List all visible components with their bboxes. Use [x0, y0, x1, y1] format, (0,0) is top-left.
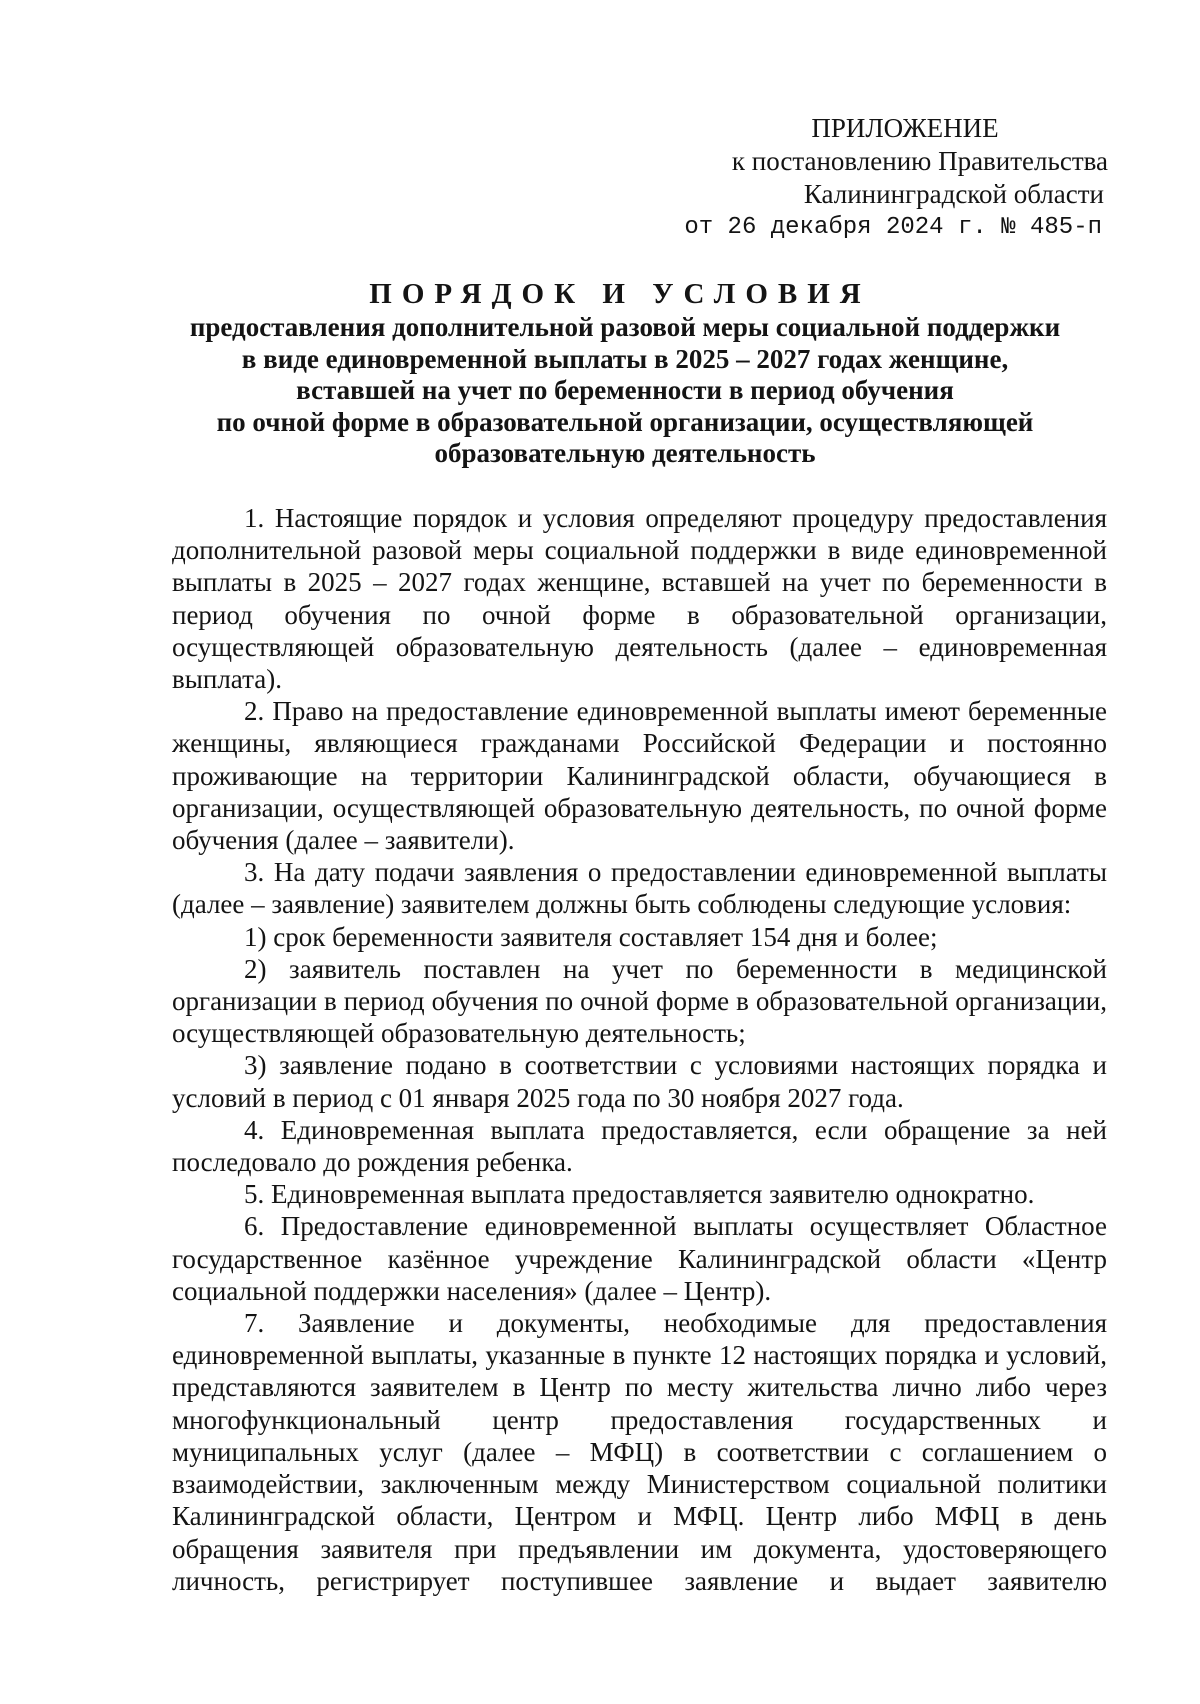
paragraph-4: 4. Единовременная выплата предоставляется, если обращение за ней последовало до рождения ребенка. — [172, 1114, 1107, 1178]
paragraph-3: 3. На дату подачи заявления о предоставлении единовременной выплаты (далее – заявление) заявителем должны быть соблюдены следующие условия: — [172, 857, 1107, 920]
document-body — [172, 502, 1107, 1597]
document-title: ПОРЯДОК И УСЛОВИЯ — [369, 278, 871, 310]
paragraph-3-item-2: 2) заявитель поставлен на учет по беременности в медицинской организации в период обучения по очной форме в образовательной организации, осуществляющей образовательную деятельность; — [172, 953, 1107, 1049]
appendix-title: ПРИЛОЖЕНИЕ — [811, 113, 999, 143]
appendix-header — [680, 112, 1120, 244]
paragraph-7: 7. Заявление и документы, необходимые для предоставления единовременной выплаты, указанные в пункте 12 настоящих порядка и условий, представляются заявителем в Центр по месту жительства лично либо через многофункциональный центр предоставления государственных и муниципальных услуг (далее – МФЦ) в соответствии с соглашением о взаимодействии, заключенным между Министерством социальной политики Калининградской области, Центром и МФЦ. Центр либо МФЦ в день обращения заявителя при предъявлении им документа, удостоверяющего личность, регистрирует поступившее заявление и выдает заявителю — [172, 1308, 1107, 1596]
appendix-reference: к постановлению Правительства — [731, 146, 1108, 176]
paragraph-5: 5. Единовременная выплата предоставляется заявителю однократно. — [244, 1179, 1035, 1210]
subtitle-line: предоставления дополнительной разовой меры социальной поддержки — [189, 312, 1061, 342]
subtitle-line: вставшей на учет по беременности в период обучения — [296, 375, 954, 405]
appendix-region: Калининградской области — [803, 179, 1104, 209]
paragraph-6: 6. Предоставление единовременной выплаты осуществляет Областное государственное казённое учреждение Калининградской области «Центр социальной поддержки населения» (далее – Центр). — [172, 1211, 1107, 1306]
paragraph-2: 2. Право на предоставление единовременной выплаты имеют беременные женщины, являющиеся гражданами Российской Федерации и постоянно проживающие на территории Калининградской области, обучающиеся в организации, осуществляющей образовательную деятельность, по очной форме обучения (далее – заявители). — [172, 696, 1107, 856]
subtitle-line: образовательную деятельность — [434, 438, 816, 468]
paragraph-3-item-1: 1) срок беременности заявителя составляет 154 дня и более; — [244, 921, 938, 952]
subtitle-line: по очной форме в образовательной организации, осуществляющей — [216, 406, 1034, 437]
document-subtitle — [150, 312, 1100, 470]
paragraph-3-item-3: 3) заявление подано в соответствии с условиями настоящих порядка и условий в период с 01 января 2025 года по 30 ноября 2027 года. — [172, 1050, 1107, 1113]
paragraph-1: 1. Настоящие порядок и условия определяют процедуру предоставления дополнительной разовой меры социальной поддержки в виде единовременной выплаты в 2025 – 2027 годах женщине, вставшей на учет по беременности в период обучения по очной форме в образовательной организации, осуществляющей образовательную деятельность (далее – единовременная выплата). — [172, 503, 1107, 695]
subtitle-line: в виде единовременной выплаты в 2025 – 2027 годах женщине, — [241, 343, 1009, 374]
appendix-date-number: от 26 декабря 2024 г. № 485-п — [684, 214, 1102, 241]
